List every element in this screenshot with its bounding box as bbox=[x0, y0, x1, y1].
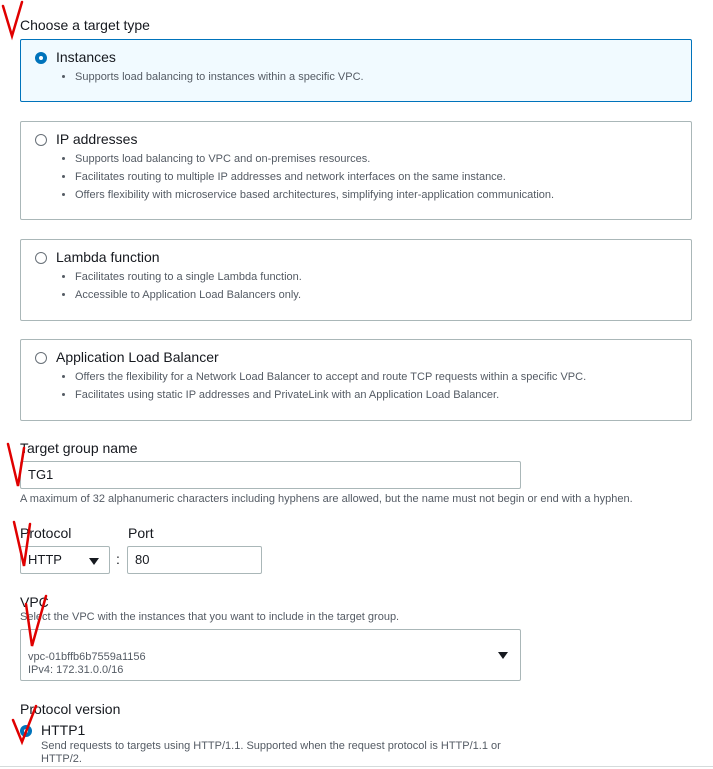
protocol-version-option-label: HTTP1 bbox=[41, 722, 86, 738]
vpc-label: VPC bbox=[20, 594, 49, 610]
option-label: IP addresses bbox=[56, 131, 138, 147]
vpc-hint: Select the VPC with the instances that you want to include in the target group. bbox=[20, 611, 400, 623]
option-bullet: • Facilitates using static IP addresses and PrivateLink with an Application Load Balancer. bbox=[75, 389, 586, 401]
option-label: Application Load Balancer bbox=[56, 349, 219, 365]
option-label: Lambda function bbox=[56, 249, 160, 265]
option-bullet: • Facilitates routing to a single Lambda function. bbox=[75, 271, 302, 283]
port-input[interactable]: 80 bbox=[127, 546, 262, 574]
protocol-select-value: HTTP bbox=[28, 552, 62, 567]
protocol-label: Protocol bbox=[20, 525, 72, 541]
vpc-id: vpc-01bffb6b7559a1156 bbox=[28, 651, 146, 663]
checkmark-icon bbox=[14, 522, 30, 566]
checkmark-icon bbox=[3, 2, 22, 36]
option-bullet: • Accessible to Application Load Balancers only. bbox=[75, 289, 302, 301]
checkmark-icon bbox=[13, 706, 36, 742]
vpc-cidr: IPv4: 172.31.0.0/16 bbox=[28, 664, 124, 676]
protocol-version-label: Protocol version bbox=[20, 701, 121, 717]
option-bullet: • Offers the flexibility for a Network Load Balancer to accept and route TCP requests within a specific VPC. bbox=[75, 371, 586, 383]
target-group-name-hint: A maximum of 32 alphanumeric characters including hyphens are allowed, but the name must not begin or end with a hyphen. bbox=[20, 493, 633, 505]
option-bullet: • Offers flexibility with microservice based architectures, simplifying inter-application communication. bbox=[75, 189, 554, 201]
protocol-port-separator: : bbox=[116, 551, 120, 567]
checkmark-icon bbox=[26, 596, 46, 646]
port-label: Port bbox=[128, 525, 154, 541]
target-group-name-input[interactable]: TG1 bbox=[20, 461, 521, 489]
option-bullet: • Supports load balancing to VPC and on-premises resources. bbox=[75, 153, 554, 165]
option-bullet: • Facilitates routing to multiple IP addresses and network interfaces on the same instance. bbox=[75, 171, 554, 183]
option-bullet: • Supports load balancing to instances within a specific VPC. bbox=[75, 71, 364, 83]
option-label: Instances bbox=[56, 49, 116, 65]
protocol-version-option-desc: Send requests to targets using HTTP/1.1. Supported when the request protocol is HTTP/1.1 or HTTP/2. bbox=[41, 740, 501, 765]
target-type-heading: Choose a target type bbox=[20, 17, 150, 33]
target-group-name-label: Target group name bbox=[20, 440, 138, 456]
checkmark-icon bbox=[8, 444, 24, 486]
